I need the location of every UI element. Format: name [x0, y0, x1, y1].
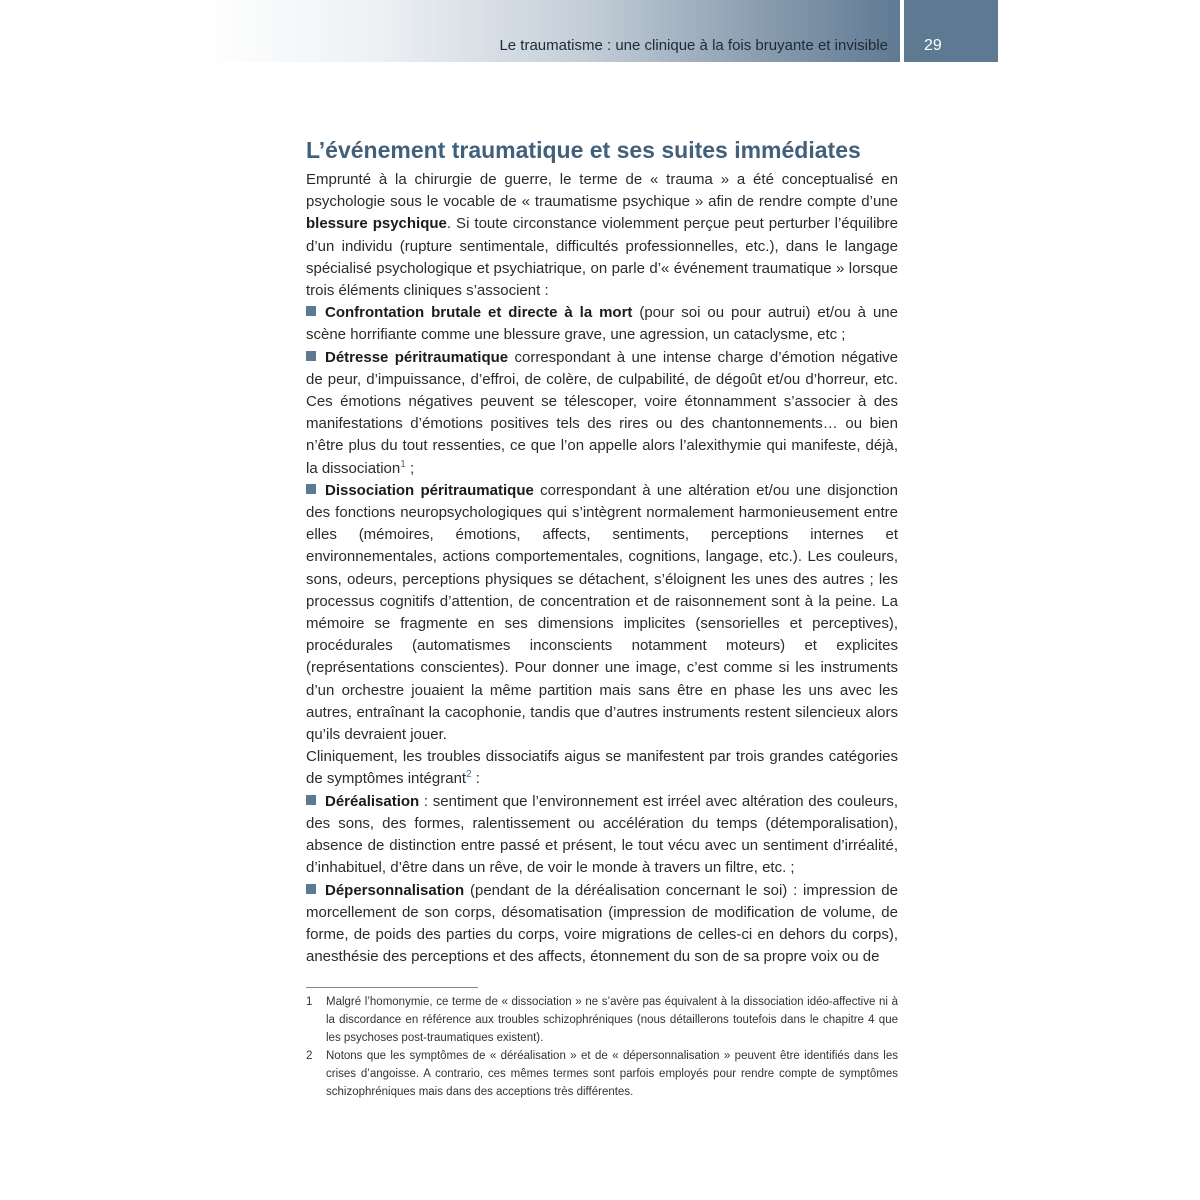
- page-number-box: [904, 0, 998, 62]
- intro-paragraph: [306, 169, 898, 302]
- criterion-tail: ;: [405, 459, 415, 477]
- footnote-ref-1[interactable]: 1: [400, 458, 406, 470]
- criterion-text: correspondant à une intense charge d’émotion négative de peur, d’impuissance, d’effroi, de colère, de culpabilité, de dégoût et/ou d’horreur, etc. Ces émotions négatives peuvent se télescoper, voire étonnamment s’associer à des manifestations d’émotions positives tels des rires ou des chantonnements… ou bien n’être plus du tout ressenties, ce que l’on appelle alors l’alexithymie qui manifeste, déjà, la dissociation: [306, 348, 899, 477]
- symptom-term: Dépersonnalisation: [325, 881, 465, 899]
- bullet-icon: [306, 306, 316, 316]
- running-title: Le traumatisme : une clinique à la fois bruyante et invisible: [499, 37, 888, 54]
- footnote-text: Malgré l’homonymie, ce terme de « dissociation » ne s’avère pas équivalent à la dissociation idéo-affective ni à la discordance en référence aux troubles schizophréniques (nous détaillerons toutefois dans le chapitre 4 que les psychoses post-traumatiques existent).: [326, 996, 898, 1044]
- symptom-text: (pendant de la déréalisation concernant le soi) : impression de morcellement de son corps, désomatisation (impression de modification de volume, de forme, de poids des parties du corps, voire migrations de celles-ci en dehors du corps), anesthésie des perceptions et des affects, étonnement du son de sa propre voix ou de: [306, 881, 898, 966]
- footnote-number: 1: [306, 996, 313, 1008]
- main-content: [306, 135, 898, 968]
- clinical-text: Cliniquement, les troubles dissociatifs aigus se manifestent par trois grandes catégories de symptômes intégrant: [306, 748, 898, 788]
- footnotes: [306, 993, 898, 1101]
- bullet-icon: [306, 351, 316, 361]
- footnote-text: Notons que les symptômes de « déréalisation » et de « dépersonnalisation » peuvent être identifiés dans les crises d’angoisse. A contrario, ces mêmes termes sont parfois employés pour rendre compte de symptômes schizophréniques mais dans des acceptions très différentes.: [326, 1050, 898, 1098]
- footnote-number: 2: [306, 1050, 313, 1062]
- footnote-2: [306, 1047, 898, 1101]
- bullet-icon: [306, 884, 316, 894]
- criterion-term: Dissociation péritraumatique: [325, 481, 534, 499]
- clinical-paragraph: [306, 746, 898, 790]
- criterion-item: [306, 302, 898, 346]
- intro-term: blessure psychique: [306, 215, 447, 233]
- intro-text-before: Emprunté à la chirurgie de guerre, le terme de « trauma » a été conceptualisé en psychologie sous le vocable de « traumatisme psychique » afin de rendre compte d’une: [306, 171, 898, 211]
- intro-text-after: . Si toute circonstance violemment perçue peut perturber l’équilibre d’un individu (rupture sentimentale, difficultés professionnelles, etc.), dans le langage spécialisé psychologique et psychiatrique, on parle d’« événement traumatique » lorsque trois éléments cliniques s’associent :: [306, 215, 898, 300]
- criterion-text: correspondant à une altération et/ou une disjonction des fonctions neuropsychologiques qui s’intègrent normalement harmonieusement entre elles (mémoires, émotions, affects, sentiments, perceptions internes et environnementales, actions comportementales, cognitions, langage, etc.). Les couleurs, sons, odeurs, perceptions physiques se détachent, s’éloignent les unes des autres ; les processus cognitifs d’attention, de concentration et de raisonnement sont à la peine. La mémoire se fragmente en ses dimensions implicites (sensorielles et perceptives), procédurales (automatismes inconscients notamment moteurs) et explicites (représentations conscientes). Pour donner une image, c’est comme si les instruments d’un orchestre jouaient la même partition mais sans être en phase les uns avec les autres, entraînant la cacophonie, tandis que d’autres instruments restent silencieux alors qu’ils devraient jouer.: [306, 481, 898, 744]
- page-number: 29: [924, 37, 942, 54]
- criterion-item: [306, 347, 898, 480]
- footnote-1: [306, 993, 898, 1047]
- section-title: L’événement traumatique et ses suites immédiates: [306, 137, 861, 163]
- clinical-tail: :: [471, 770, 480, 788]
- criterion-term: Détresse péritraumatique: [325, 348, 509, 366]
- symptom-text: : sentiment que l’environnement est irréel avec altération des couleurs, des sons, des formes, ralentissement ou accélération du temps (détemporalisation), absence de distinction entre passé et présent, le tout vécu avec un sentiment d’irréalité, d’inhabituel, d’être dans un rêve, de voir le monde à travers un filtre, etc. ;: [306, 792, 898, 877]
- bullet-icon: [306, 484, 316, 494]
- symptom-term: Déréalisation: [325, 792, 420, 810]
- symptom-item: [306, 880, 898, 969]
- bullet-icon: [306, 795, 316, 805]
- footnote-ref-2[interactable]: 2: [466, 769, 472, 781]
- criterion-term: Confrontation brutale et directe à la mort: [325, 304, 633, 322]
- criterion-text: (pour soi ou pour autrui) et/ou à une scène horrifiante comme une blessure grave, une agression, un cataclysme, etc ;: [306, 304, 898, 344]
- footnote-divider: [306, 987, 478, 988]
- symptom-item: [306, 791, 898, 880]
- criterion-item: [306, 480, 898, 746]
